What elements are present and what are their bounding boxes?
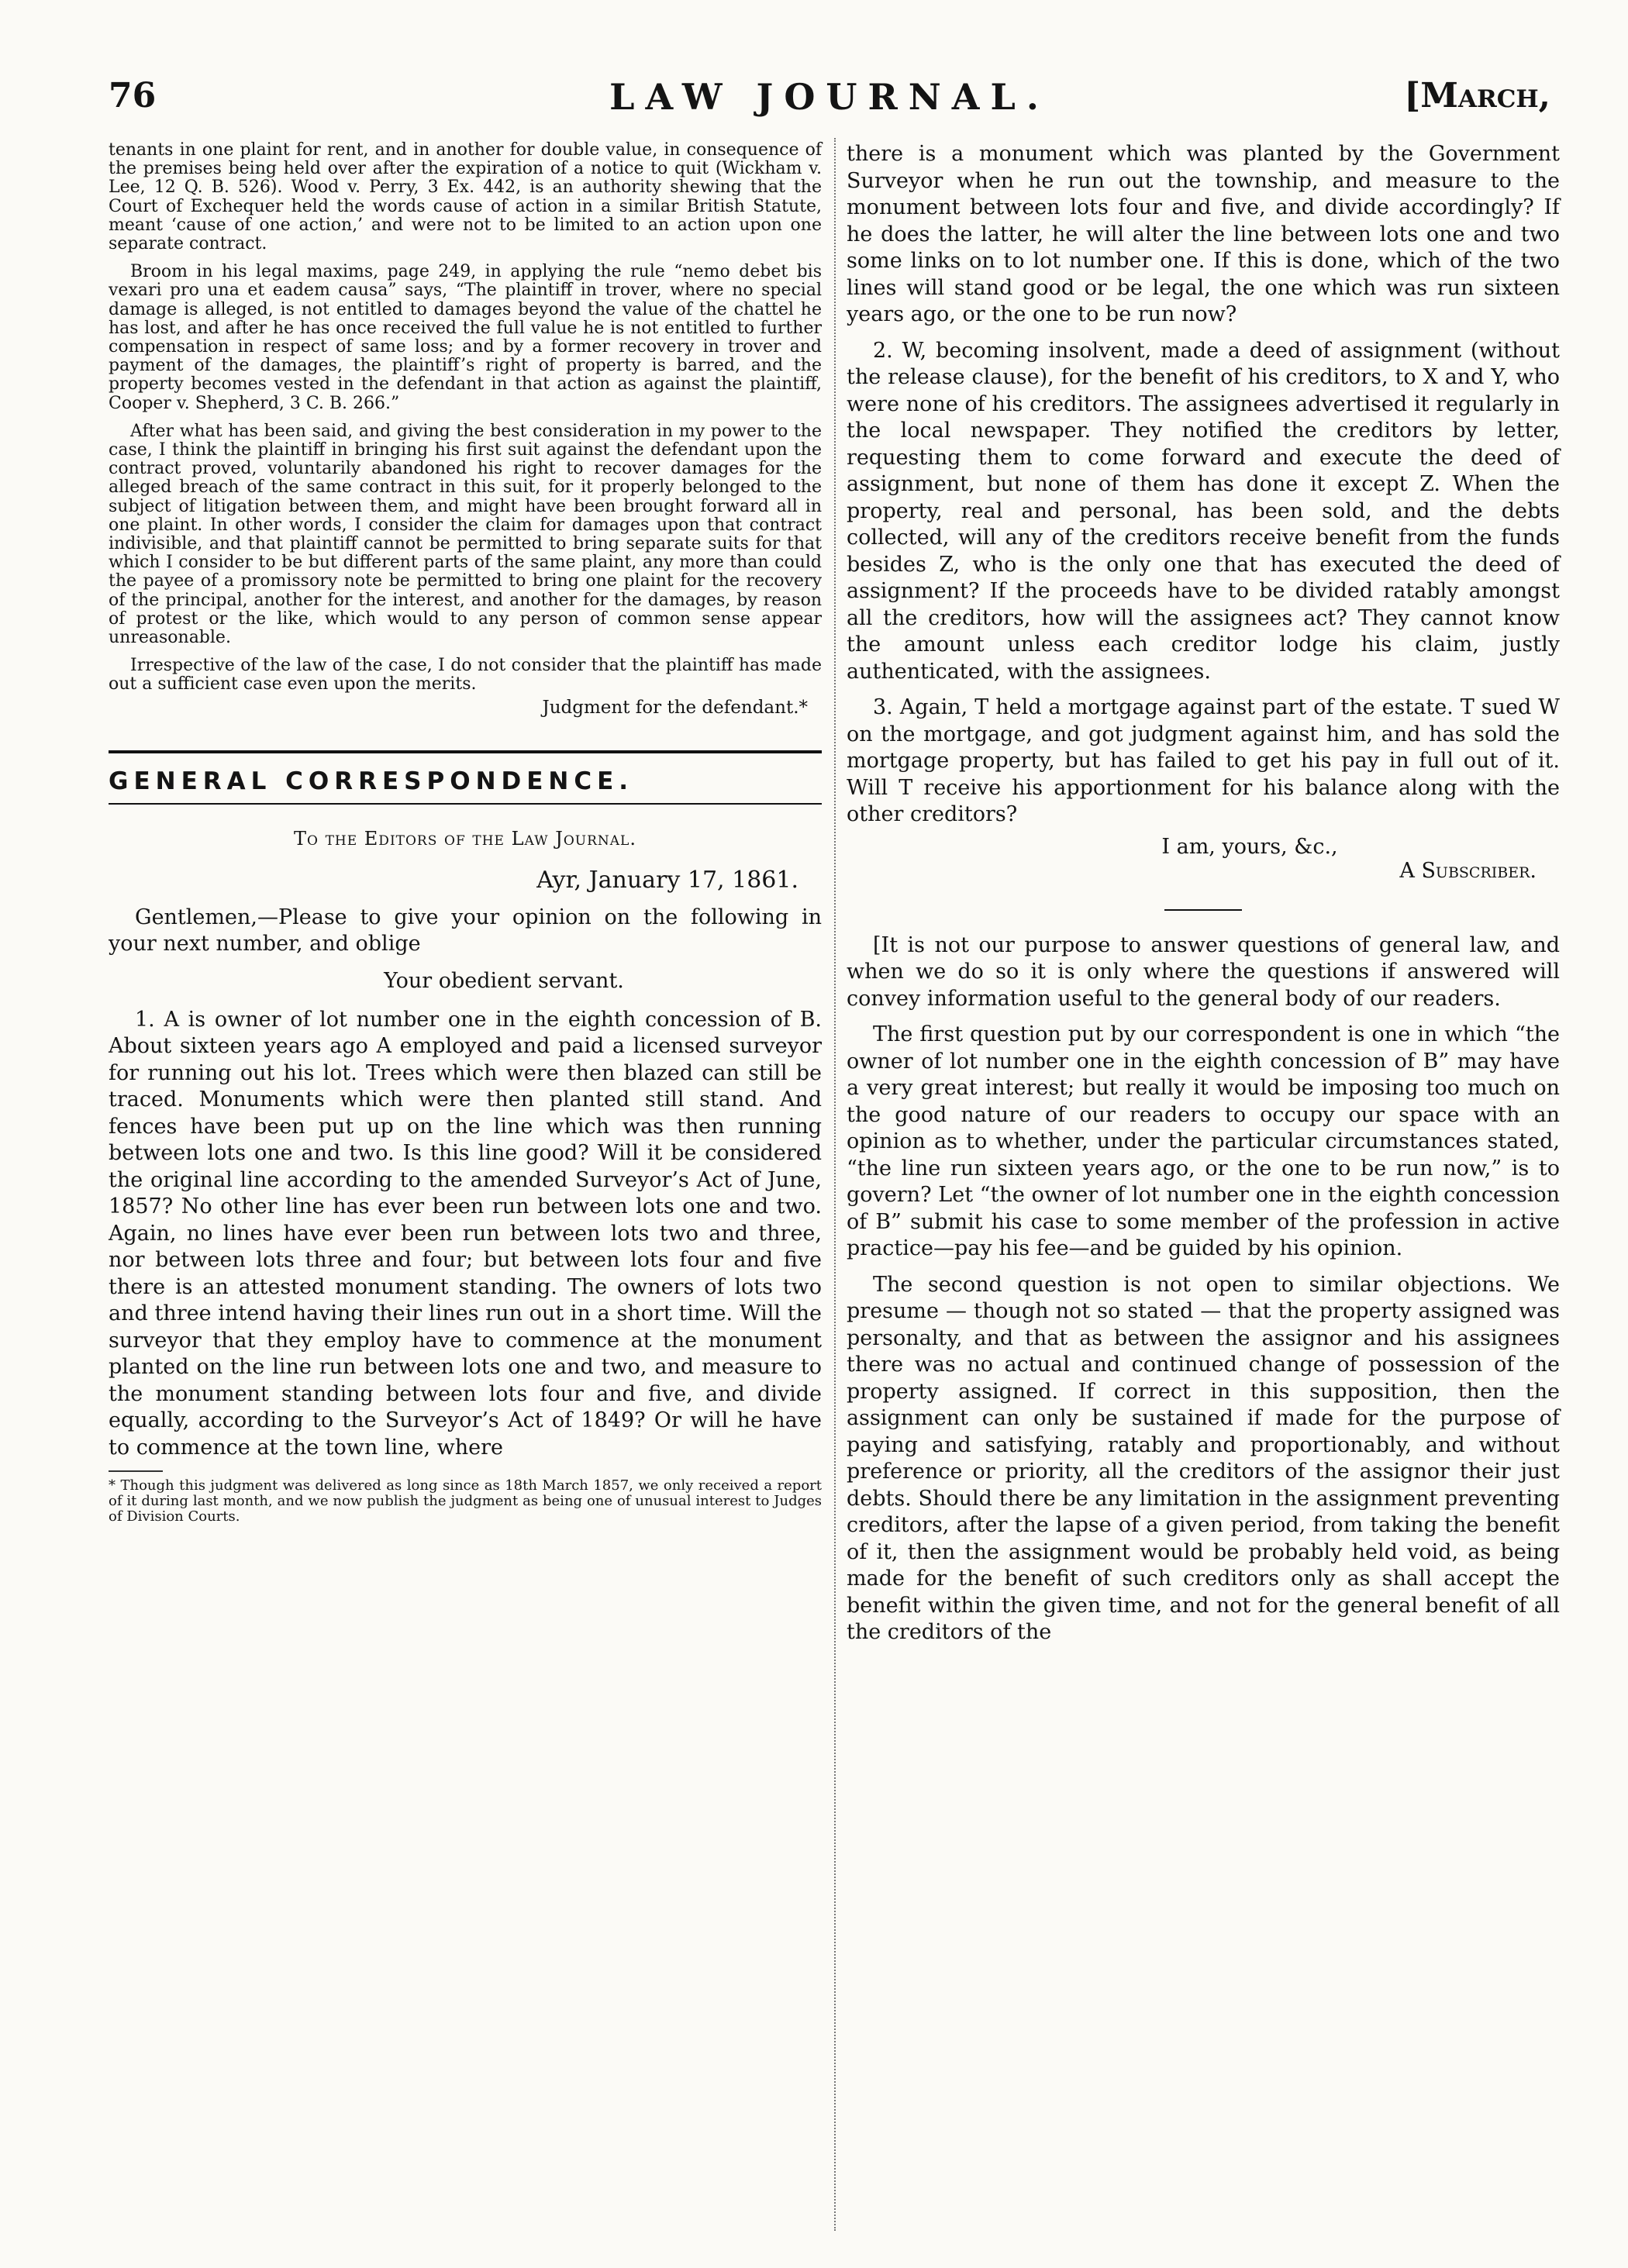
footnote-rule [109, 1470, 163, 1472]
judgment-paragraph-consideration: After what has been said, and giving the best consideration in my power to the case, I think the plaintiff in bringing his first suit against the defendant upon the contract proved, voluntarily abandoned his right to recover damages for the alleged breach of the same contract in this suit, for it properly belonged to the subject of litigation between them, and might have been brought forward all in one plaint. In other words, I consider the claim for damages upon that contract indivisible, and that plaintiff cannot be permitted to bring separate suits for that which I consider to be but different parts of the same plaint, any more than could the payee of a promissory note be permitted to bring one plaint for the recovery of the principal, another for the interest, and another for the damages, by reason of protest or the like, which would to any person of common sense appear unreasonable. [109, 421, 822, 648]
running-header [109, 76, 1550, 122]
left-column [109, 141, 822, 1525]
editor-reply-1: [It is not our purpose to answer questions of general law, and when we do so it is only where the questions if answered will convey information useful to the general body of our readers. [847, 932, 1560, 1011]
judgment-line: Judgment for the defendant.* [542, 697, 808, 718]
column-divider [834, 138, 836, 2231]
letter-signoff: I am, yours, &c., [1161, 834, 1338, 859]
editor-reply-rule [1164, 909, 1242, 911]
running-title: LAW JOURNAL. [609, 76, 1050, 118]
letter-closing: Your obedient servant. [384, 968, 624, 993]
letter-salutation: Gentlemen,—Please to give your opinion on the following in your next number, and oblige [109, 905, 822, 956]
question-3: 3. Again, T held a mortgage against part of the estate. T sued W on the mortgage, and got judgment against him, and has sold the mortgage property, but has failed to get his pay in full out of it. Will T receive his apportionment for his balance along with the other creditors? [847, 695, 1560, 826]
right-column [847, 141, 1560, 1646]
judgment-paragraph-broom: Broom in his legal maxims, page 249, in applying the rule “nemo debet bis vexari pro una et eadem causa” says, “The plaintiff in trover, where no special damage is alleged, is not entitled to damages beyond the value of the chattel he has lost, and after he has once received the full value he is not entitled to further compensation in respect of same loss; and by a former recovery in trover and payment of the damages, the plaintiff’s right of property is barred, and the property becomes vested in the defendant in that action as against the plaintiff, Cooper v. Shepherd, 3 C. B. 266.” [109, 262, 822, 413]
question-1: 1. A is owner of lot number one in the eighth concession of B. About sixteen years ago A employed and paid a licensed surveyor for running out his lot. Trees which were then blazed can still be traced. Monuments which were then planted still stand. And fences have been put up on the line which was then running between lots one and two. Is this line good? Will it be considered the original line according to the amended Surveyor’s Act of June, 1857? No other line has ever been run between lots one and two. Again, no lines have ever been run between lots two and three, nor between lots three and four; but between lots four and five there is an attested monument standing. The owners of lots two and three intend having their lines run out in a short time. Will the surveyor that they employ have to commence at the monument planted on the line run between lots one and two, and measure to the monument standing between lots four and five, and divide equally, according to the Surveyor’s Act of 1849? Or will he have to commence at the town line, where [109, 1007, 822, 1460]
question-1-continued: there is a monument which was planted by the Government Surveyor when he run out the township, and measure to the monument between lots four and five, and divide accordingly? If he does the latter, he will alter the line between lots one and two some links on to lot number one. If this is done, which of the two lines will stand good or be legal, the one which was run sixteen years ago, or the one to be run now? [847, 142, 1560, 326]
running-month: [March, [1404, 76, 1550, 115]
judgment-paragraph-1: tenants in one plaint for rent, and in another for double value, in consequence of the premises being held over after the expiration of a notice to quit (Wickham v. Lee, 12 Q. B. 526). Wood v. Perry, 3 Ex. 442, is an authority shewing that the Court of Exchequer held the words cause of action in a similar British Statute, meant ‘cause of one action,’ and were not to be limited to an action upon one separate contract. [109, 140, 822, 254]
letter-address: To the Editors of the Law Journal. [294, 827, 636, 850]
letter-signature: A Subscriber. [1399, 858, 1537, 883]
letter-dateline: Ayr, January 17, 1861. [536, 866, 798, 894]
page-number: 76 [109, 76, 157, 115]
judgment-paragraph-merits: Irrespective of the law of the case, I do not consider that the plaintiff has made out a sufficient case even upon the merits. [109, 656, 822, 695]
editor-reply-2: The first question put by our correspondent is one in which “the owner of lot number one in the eighth concession of B” may have a very great interest; but really it would be imposing too much on the good nature of our readers to occupy our space with an opinion as to whether, under the particular circumstances stated, “the line run sixteen years ago, or the one to be run now,” is to govern? Let “the owner of lot number one in the eighth concession of B” submit his case to some member of the profession in active practice—pay his fee—and be guided by his opinion. [847, 1022, 1560, 1260]
section-heading: GENERAL CORRESPONDENCE. [109, 767, 634, 795]
editor-reply-3: The second question is not open to similar objections. We presume — though not so stated — that the property assigned was personalty, and that as between the assignor and his assignees there was no actual and continued change of possession of the property assigned. If correct in this supposition, then the assignment can only be sustained if made for the purpose of paying and satisfying, ratably and proportionably, and without preference or priority, all the creditors of the assignor their just debts. Should there be any limitation in the assignment preventing creditors, after the lapse of a given period, from taking the benefit of it, then the assignment would be probably held void, as being made for the benefit of such creditors only as shall accept the benefit within the given time, and not for the general benefit of all the creditors of the [847, 1272, 1560, 1644]
section-rule-top [109, 750, 822, 753]
section-rule-bottom [109, 803, 822, 805]
footnote: * Though this judgment was delivered as long since as 18th March 1857, we only received a report of it during last month, and we now publish the judgment as being one of unusual interest to Judges of Division Courts. [109, 1477, 822, 1525]
question-2: 2. W, becoming insolvent, made a deed of assignment (without the release clause), for the benefit of his creditors, to X and Y, who were none of his creditors. The assignees advertised it regularly in the local newspaper. They notified the creditors by letter, requesting them to come forward and execute the deed of assignment, but none of them has done it except Z. When the property, real and personal, has been sold, and the debts collected, will any of the creditors receive benefit from the funds besides Z, who is the only one that has executed the deed of assignment? If the proceeds have to be divided ratably amongst all the creditors, how will the assignees act? They cannot know the amount unless each creditor lodge his claim, justly authenticated, with the assignees. [847, 338, 1560, 684]
